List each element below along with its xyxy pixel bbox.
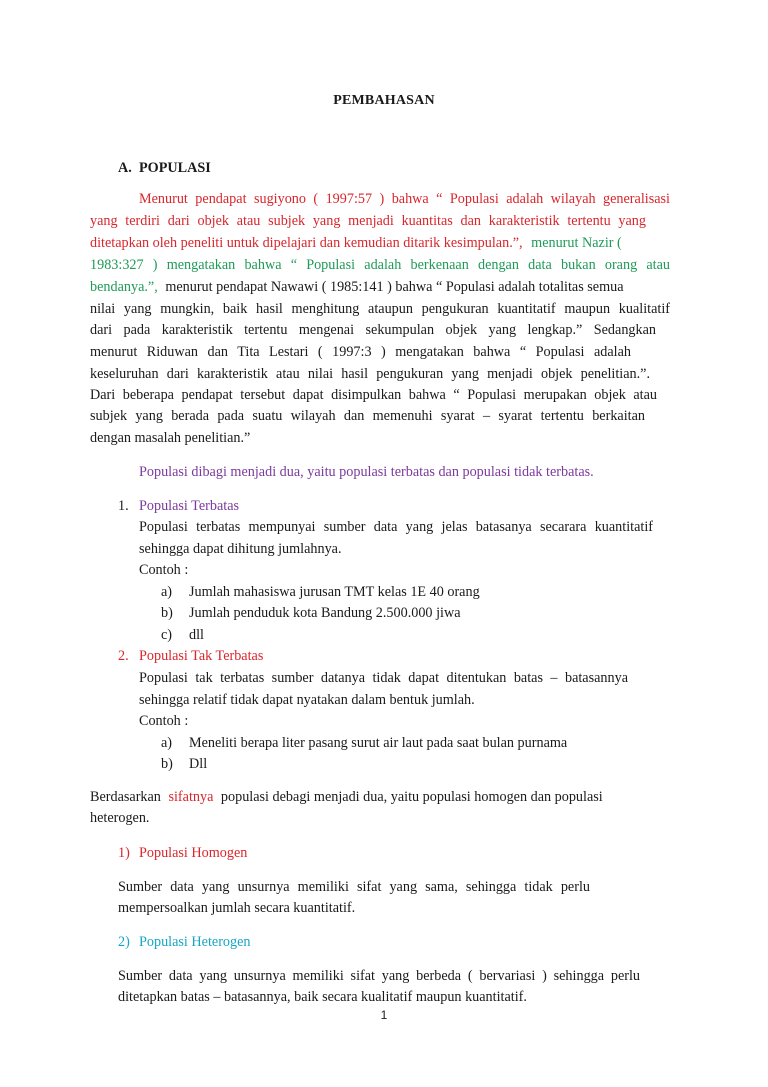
list1-item1-example-a: Jumlah mahasiswa jurusan TMT kelas 1E 40 orang	[189, 584, 480, 600]
list1-item1-example-b-letter: b)	[161, 605, 173, 621]
paragraph1-line11: subjek yang berada pada suatu wilayah dan memenuhi syarat – syarat tertentu berkaitan	[90, 408, 645, 424]
list2-item1-line1: Sumber data yang unsurnya memiliki sifat yang sama, sehingga tidak perlu	[118, 879, 590, 895]
paragraph1-line9: keseluruhan dari karakteristik atau nilai hasil pengukuran yang menjadi objek penelitian.”.	[90, 366, 650, 382]
paragraph1-line5-rest: menurut pendapat Nawawi ( 1985:141 ) bahwa “ Populasi adalah totalitas semua	[165, 279, 624, 295]
list1-item1-line2: sehingga dapat dihitung jumlahnya.	[139, 541, 342, 557]
list1-item1-example-c-letter: c)	[161, 627, 173, 643]
paragraph1-line2: yang terdiri dari objek atau subjek yang menjadi kuantitas dan karakteristik tertentu yang	[90, 213, 646, 229]
list1-item1-number: 1.	[118, 498, 129, 514]
list1-item2-example-b-letter: b)	[161, 756, 173, 772]
list1-item1-contoh: Contoh :	[139, 562, 189, 578]
paragraph1-line4: 1983:327 ) mengatakan bahwa “ Populasi adalah berkenaan dengan data bukan orang atau	[90, 257, 670, 273]
paragraph3-line2: heterogen.	[90, 810, 150, 826]
section-marker: A.	[118, 160, 132, 176]
list1-item1-line1: Populasi terbatas mempunyai sumber data yang jelas batasanya secarara kuantitatif	[139, 519, 653, 535]
list1-item2-example-a: Meneliti berapa liter pasang surut air laut pada saat bulan purnama	[189, 735, 568, 751]
list2-item2-line2: ditetapkan batas – batasannya, baik secara kualitatif maupun kuantitatif.	[118, 989, 527, 1005]
list2-item1-heading: Populasi Homogen	[139, 845, 248, 861]
paragraph3-pre: Berdasarkan	[90, 789, 161, 805]
paragraph3-highlight: sifatnya	[168, 789, 214, 805]
paragraph1-line7: dari pada karakteristik tertentu mengenai sekumpulan objek yang lengkap.” Sedangkan	[90, 322, 656, 338]
list1-item2-heading: Populasi Tak Terbatas	[139, 648, 264, 664]
list1-item2-contoh: Contoh :	[139, 713, 189, 729]
paragraph1-line3	[90, 233, 670, 255]
list2-item2-line1: Sumber data yang unsurnya memiliki sifat yang berbeda ( bervariasi ) sehingga perlu	[118, 968, 640, 984]
paragraph1-line12: dengan masalah penelitian.”	[90, 430, 251, 446]
list1-item1-heading: Populasi Terbatas	[139, 498, 240, 514]
list2-item2-heading: Populasi Heterogen	[139, 934, 251, 950]
list1-item2-number: 2.	[118, 648, 129, 664]
paragraph1-line8: menurut Riduwan dan Tita Lestari ( 1997:3 ) mengatakan bahwa “ Populasi adalah	[90, 344, 631, 360]
list2-item1-line2: mempersoalkan jumlah secara kuantitatif.	[118, 900, 356, 916]
paragraph1-line10: Dari beberapa pendapat tersebut dapat disimpulkan bahwa “ Populasi merupakan objek atau	[90, 387, 657, 403]
paragraph1-line6: nilai yang mungkin, baik hasil menghitung ataupun pengukuran kuantitatif maupun kualitatif	[90, 301, 670, 317]
list1-item2-example-a-letter: a)	[161, 735, 173, 751]
section-heading: POPULASI	[139, 160, 211, 176]
list1-item1-example-a-letter: a)	[161, 584, 173, 600]
list2-item1-number: 1)	[118, 845, 130, 861]
list1-item1-example-c: dll	[189, 627, 204, 643]
page-number: 1	[380, 1008, 388, 1022]
list2-item2-number: 2)	[118, 934, 130, 950]
page-title: PEMBAHASAN	[333, 93, 435, 108]
paragraph3-post: populasi debagi menjadi dua, yaitu populasi homogen dan populasi	[220, 789, 603, 805]
list1-item2-line1: Populasi tak terbatas sumber datanya tidak dapat ditentukan batas – batasannya	[139, 670, 628, 686]
paragraph1-line3-green: menurut Nazir (	[531, 235, 622, 251]
paragraph1-line1: Menurut pendapat sugiyono ( 1997:57 ) bahwa “ Populasi adalah wilayah generalisasi	[139, 191, 670, 207]
list1-item2-example-b: Dll	[189, 756, 208, 772]
paragraph3-line1	[90, 787, 645, 809]
list1-item1-example-b: Jumlah penduduk kota Bandung 2.500.000 jiwa	[189, 605, 461, 621]
paragraph1-line5	[90, 277, 670, 299]
list1-item2-line2: sehingga relatif tidak dapat nyatakan dalam bentuk jumlah.	[139, 692, 475, 708]
paragraph1-line5-green: bendanya.”,	[90, 279, 158, 295]
paragraph2: Populasi dibagi menjadi dua, yaitu populasi terbatas dan populasi tidak terbatas.	[139, 464, 594, 480]
paragraph1-line3-red: ditetapkan oleh peneliti untuk dipelajari dan kemudian ditarik kesimpulan.”,	[90, 235, 523, 251]
